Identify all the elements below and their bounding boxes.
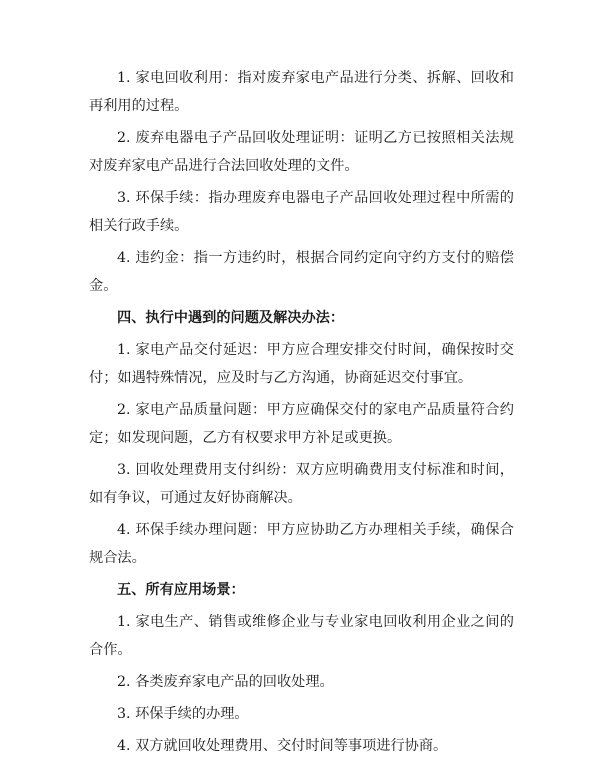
section-4-item-2 bbox=[89, 396, 514, 452]
item-text: 环保手续办理问题：甲方应协助乙方办理相关手续，确保合规合法。 bbox=[89, 522, 514, 566]
item-number: 4. bbox=[117, 250, 131, 266]
section-5-item-3 bbox=[89, 700, 514, 728]
item-number: 3. bbox=[117, 706, 131, 722]
item-text: 废弃电器电子产品回收处理证明：证明乙方已按照相关法规对废弃家电产品进行合法回收处理的文件。 bbox=[89, 130, 514, 174]
item-number: 1. bbox=[117, 70, 131, 86]
item-number: 4. bbox=[117, 522, 131, 538]
item-text: 家电回收利用：指对废弃家电产品进行分类、拆解、回收和再利用的过程。 bbox=[89, 70, 514, 114]
section-5-item-1 bbox=[89, 608, 514, 664]
item-number: 2. bbox=[117, 130, 131, 146]
item-number: 4. bbox=[117, 738, 131, 754]
item-number: 3. bbox=[117, 462, 131, 478]
section-5-item-2 bbox=[89, 668, 514, 696]
item-text: 回收处理费用支付纠纷：双方应明确费用支付标准和时间，如有争议，可通过友好协商解决。 bbox=[89, 462, 514, 506]
item-text: 环保手续：指办理废弃电器电子产品回收处理过程中所需的相关行政手续。 bbox=[89, 190, 514, 234]
item-text: 违约金：指一方违约时，根据合同约定向守约方支付的赔偿金。 bbox=[89, 250, 514, 294]
section-4-item-1 bbox=[89, 336, 514, 392]
section-4-item-3 bbox=[89, 456, 514, 512]
item-text: 环保手续的办理。 bbox=[135, 706, 249, 722]
item-number: 2. bbox=[117, 674, 131, 690]
item-number: 3. bbox=[117, 190, 131, 206]
section-5-item-4 bbox=[89, 732, 514, 760]
definition-item-3 bbox=[89, 184, 514, 240]
item-number: 2. bbox=[117, 402, 131, 418]
item-text: 双方就回收处理费用、交付时间等事项进行协商。 bbox=[135, 738, 448, 754]
definition-item-4 bbox=[89, 244, 514, 300]
definition-item-2 bbox=[89, 124, 514, 180]
item-number: 1. bbox=[117, 614, 131, 630]
item-text: 家电产品质量问题：甲方应确保交付的家电产品质量符合约定；如发现问题，乙方有权要求甲方补足或更换。 bbox=[89, 402, 514, 446]
document-body bbox=[89, 64, 514, 760]
section-5-heading: 五、所有应用场景： bbox=[117, 582, 245, 598]
item-text: 家电产品交付延迟：甲方应合理安排交付时间，确保按时交付；如遇特殊情况，应及时与乙方沟通，协商延迟交付事宜。 bbox=[89, 342, 514, 386]
section-4-item-4 bbox=[89, 516, 514, 572]
item-text: 各类废弃家电产品的回收处理。 bbox=[135, 674, 334, 690]
definition-item-1 bbox=[89, 64, 514, 120]
item-number: 1. bbox=[117, 342, 131, 358]
item-text: 家电生产、销售或维修企业与专业家电回收利用企业之间的合作。 bbox=[89, 614, 514, 658]
section-4-heading: 四、执行中遇到的问题及解决办法： bbox=[117, 310, 345, 326]
